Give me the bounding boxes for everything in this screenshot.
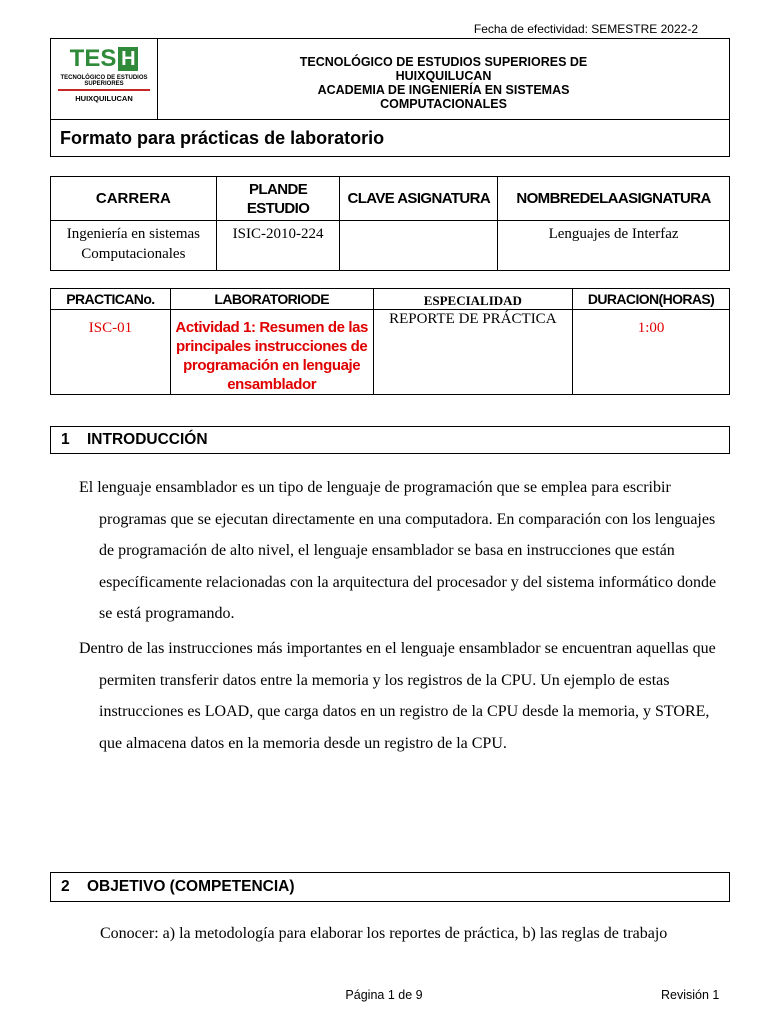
- section-title: OBJETIVO (COMPETENCIA): [87, 878, 295, 895]
- format-title: Formato para prácticas de laboratorio: [60, 128, 385, 148]
- laboratorio-value: Actividad 1: Resumen de las principales instrucciones de programación en lenguaje ensamblador: [170, 310, 373, 395]
- intro-paragraph-1: El lenguaje ensamblador es un tipo de lenguaje de programación que se emplea para escribir programas que se ejecutan directamente en una computadora. En comparación con los lenguajes de programación de alto nivel, el lenguaje ensamblador se basa en instrucciones que están específicamente relacionadas con la arquitectura del procesador y del sistema informático donde se está programando.: [79, 479, 717, 622]
- section-number: 2: [61, 878, 70, 895]
- practica-no-value: ISC-01: [51, 310, 171, 395]
- course-info-row: [51, 221, 730, 271]
- objective-paragraph: Conocer: a) la metodología para elaborar los reportes de práctica, b) las reglas de trabajo: [100, 925, 668, 942]
- clave-asignatura-value: [340, 221, 498, 271]
- logo-h-mark: H: [118, 47, 138, 71]
- course-info-table: [50, 176, 730, 271]
- institution-cell: [157, 38, 730, 120]
- institution-name: [158, 55, 729, 111]
- header-nombre-asignatura: NOMBREDELAASIGNATURA: [498, 177, 730, 221]
- plan-estudio-value: ISIC-2010-224: [216, 221, 340, 271]
- practice-info-header-row: [51, 289, 730, 310]
- practice-info-row: [51, 310, 730, 395]
- institution-line-3: ACADEMIA DE INGENIERÍA EN SISTEMAS: [317, 83, 570, 97]
- header-plan-estudio: PLANDE ESTUDIO: [216, 177, 340, 221]
- format-title-cell: [50, 119, 730, 157]
- section-objetivo: [50, 872, 730, 902]
- header-laboratorio: LABORATORIODE: [170, 289, 373, 310]
- effective-date: Fecha de efectividad: SEMESTRE 2022-2: [473, 22, 698, 36]
- nombre-asignatura-value: Lenguajes de Interfaz: [498, 221, 730, 271]
- logo-city: HUIXQUILUCAN: [75, 94, 133, 103]
- logo-cell: [50, 38, 158, 120]
- page-number: Página 1 de 9: [345, 988, 423, 1002]
- logo-wordmark: [54, 45, 154, 73]
- institution-logo: [54, 45, 154, 103]
- course-info-header-row: [51, 177, 730, 221]
- header-clave-asignatura: CLAVE ASIGNATURA: [340, 177, 498, 221]
- header-practica-no: PRACTICANo.: [51, 289, 171, 310]
- section-title: INTRODUCCIÓN: [87, 431, 208, 448]
- institution-line-1: TECNOLÓGICO DE ESTUDIOS SUPERIORES DE: [299, 55, 588, 69]
- practice-info-table: [50, 288, 730, 395]
- header-especialidad: ESPECIALIDAD: [373, 289, 573, 310]
- header-carrera: CARRERA: [51, 177, 217, 221]
- duracion-value: 1:00: [573, 310, 730, 395]
- institution-line-4: COMPUTACIONALES: [380, 97, 507, 111]
- section-introduccion: [50, 426, 730, 454]
- header-duracion: DURACION(HORAS): [573, 289, 730, 310]
- logo-subtitle: TECNOLÓGICO DE ESTUDIOS SUPERIORES: [60, 75, 148, 87]
- carrera-value: Ingeniería en sistemas Computacionales: [51, 221, 217, 271]
- especialidad-value: REPORTE DE PRÁCTICA: [373, 310, 573, 395]
- institution-line-2: HUIXQUILUCAN: [395, 69, 492, 83]
- revision-number: Revisión 1: [661, 988, 720, 1002]
- logo-tes-text: TES: [69, 45, 117, 72]
- section-number: 1: [61, 431, 70, 448]
- logo-divider-line: [58, 89, 150, 91]
- intro-paragraph-2: Dentro de las instrucciones más importantes en el lenguaje ensamblador se encuentran aquellas que permiten transferir datos entre la memoria y los registros de la CPU. Un ejemplo de estas instrucciones es LOAD, que carga datos en un registro de la CPU desde la memoria, y STORE, que almacena datos en la memoria desde un registro de la CPU.: [79, 640, 716, 752]
